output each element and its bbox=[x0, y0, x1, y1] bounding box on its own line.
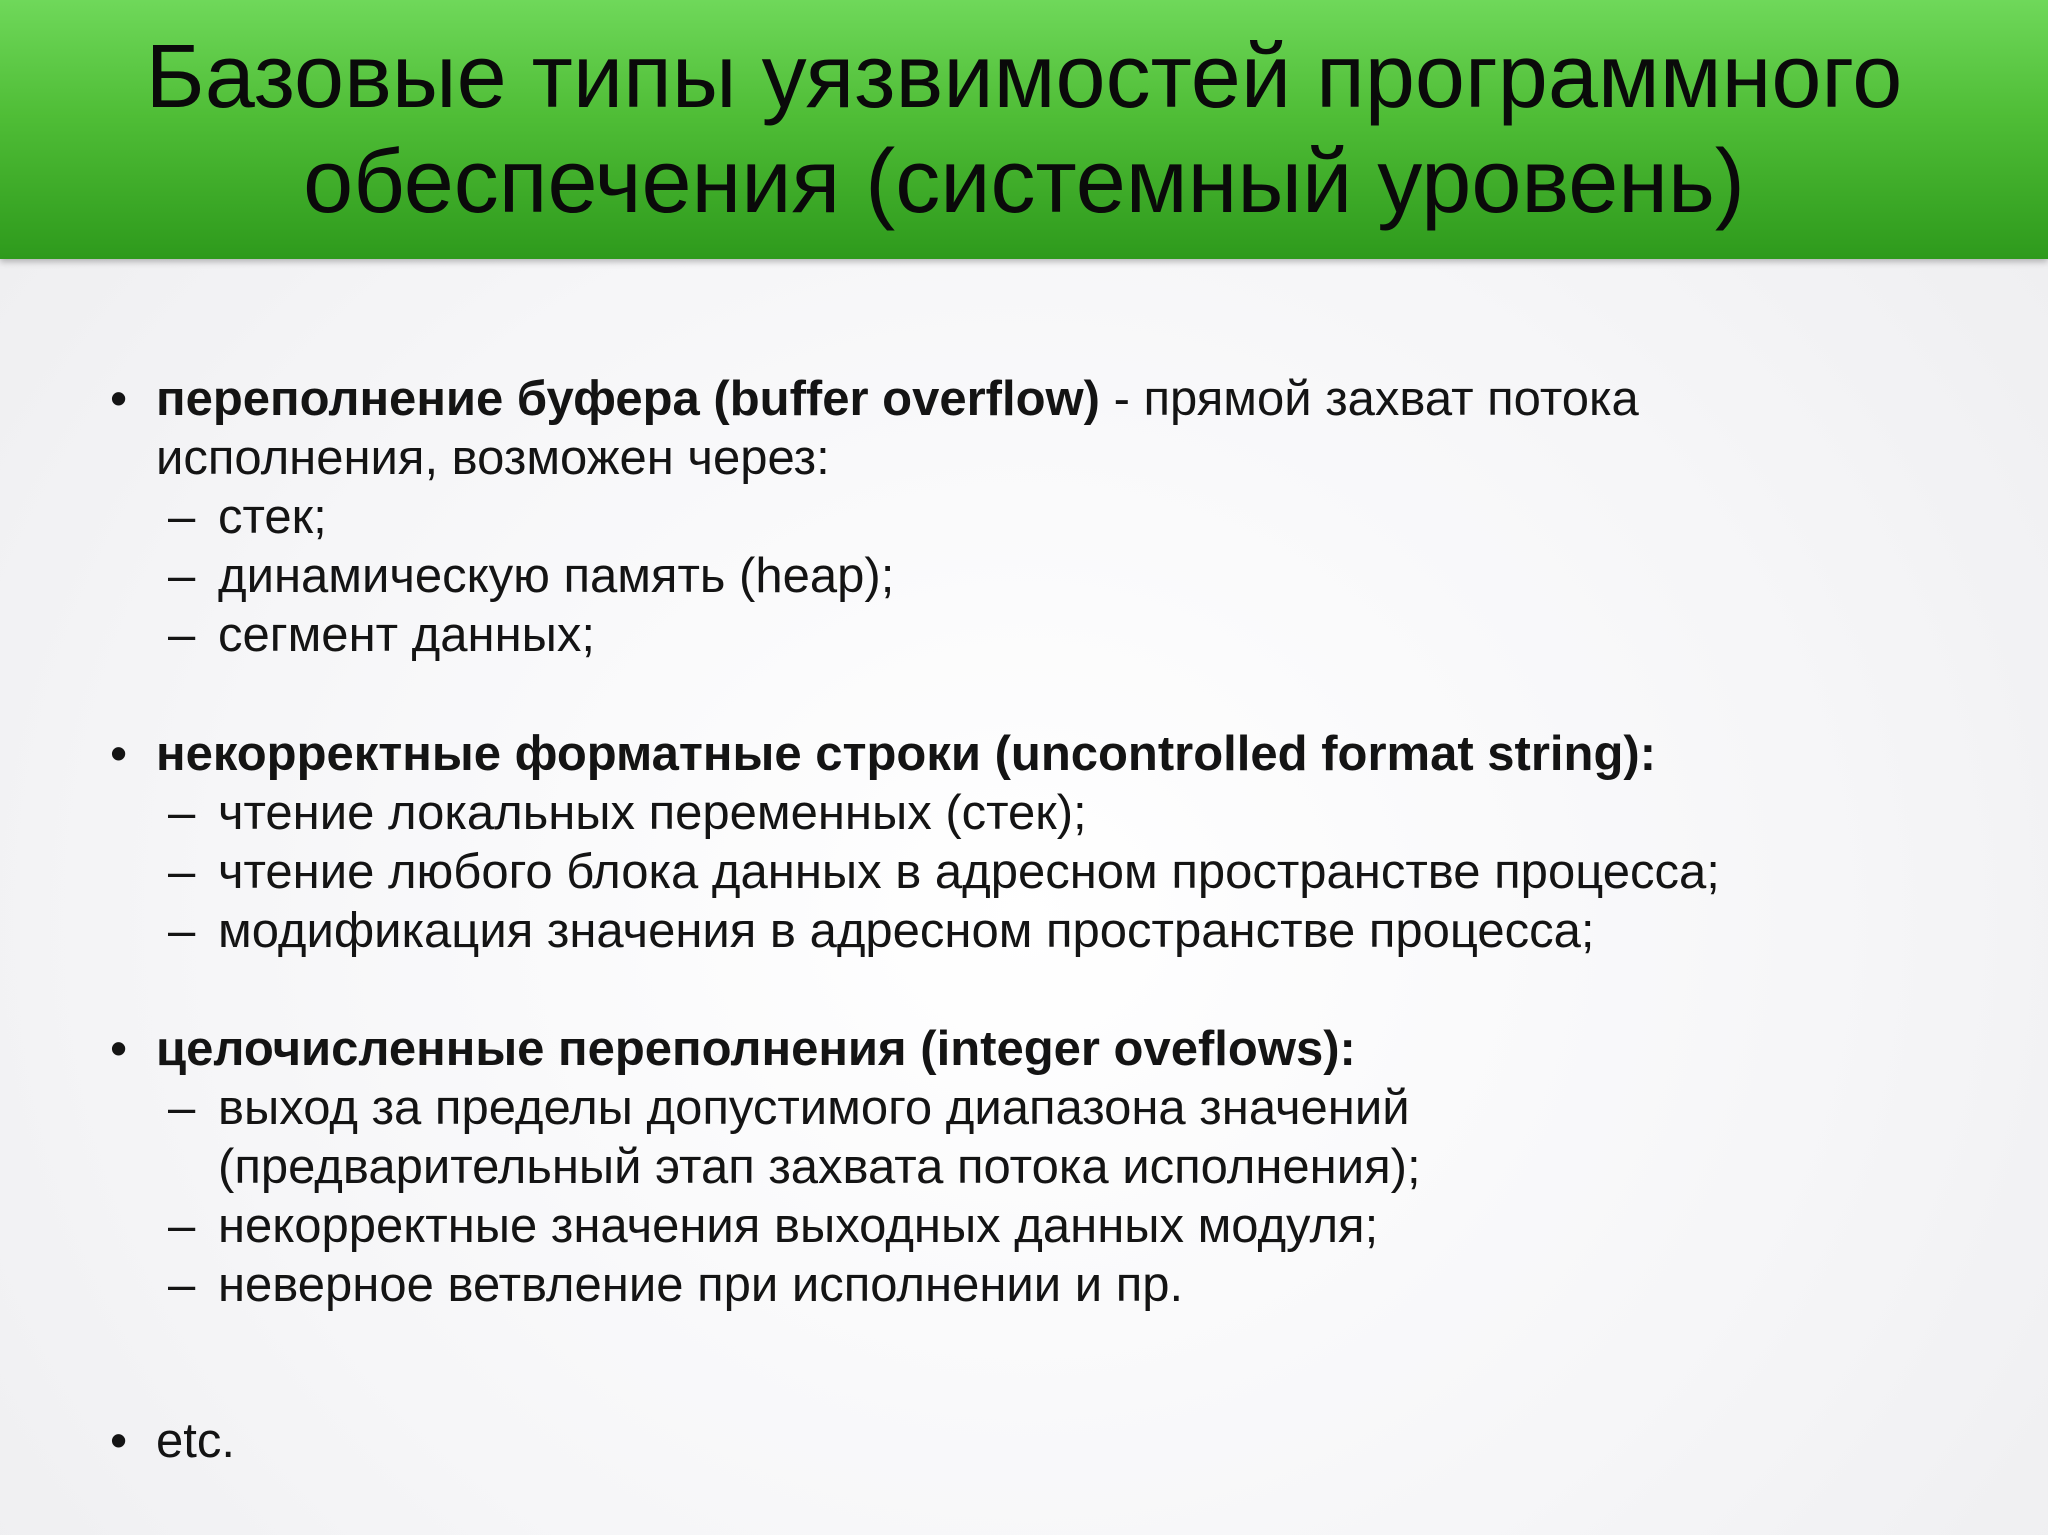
item-description: - прямой захват потока bbox=[1099, 372, 1639, 426]
sub-item-text: сегмент данных; bbox=[218, 608, 595, 662]
bullet-marker: • bbox=[110, 727, 128, 781]
item-heading: целочисленные переполнения (integer oveflows): bbox=[156, 1022, 1356, 1076]
sub-item-text: стек; bbox=[218, 490, 327, 544]
sub-item-text: динамическую память (heap); bbox=[218, 549, 895, 603]
slide-title-line-1: Базовые типы уязвимостей программного bbox=[145, 26, 1903, 127]
dash-marker: – bbox=[168, 549, 196, 603]
bullet-marker: • bbox=[110, 372, 128, 426]
bullet-marker: • bbox=[110, 1414, 128, 1468]
dash-marker: – bbox=[168, 1258, 196, 1312]
sub-item-text: некорректные значения выходных данных модуля; bbox=[218, 1199, 1379, 1253]
item-heading: некорректные форматные строки (uncontrolled format string): bbox=[156, 727, 1657, 781]
sub-item-text: модификация значения в адресном пространстве процесса; bbox=[218, 904, 1595, 958]
item-heading: переполнение буфера (buffer overflow) bbox=[156, 372, 1100, 426]
sub-item-text: (предварительный этап захвата потока исполнения); bbox=[218, 1140, 1421, 1194]
dash-marker: – bbox=[168, 608, 196, 662]
dash-marker: – bbox=[168, 845, 196, 899]
dash-marker: – bbox=[168, 1199, 196, 1253]
slide-title-line-2: обеспечения (системный уровень) bbox=[303, 131, 1745, 232]
sub-item-text: чтение любого блока данных в адресном пространстве процесса; bbox=[218, 845, 1720, 899]
dash-marker: – bbox=[168, 1081, 196, 1135]
dash-marker: – bbox=[168, 490, 196, 544]
sub-item-text: выход за пределы допустимого диапазона значений bbox=[218, 1081, 1410, 1135]
bullet-marker: • bbox=[110, 1022, 128, 1076]
dash-marker: – bbox=[168, 786, 196, 840]
item-description-line2: исполнения, возможен через: bbox=[156, 431, 830, 485]
sub-item-text: чтение локальных переменных (стек); bbox=[218, 786, 1087, 840]
title-bar bbox=[0, 0, 2048, 259]
item-text: etc. bbox=[156, 1414, 235, 1468]
sub-item-text: неверное ветвление при исполнении и пр. bbox=[218, 1258, 1184, 1312]
dash-marker: – bbox=[168, 904, 196, 958]
